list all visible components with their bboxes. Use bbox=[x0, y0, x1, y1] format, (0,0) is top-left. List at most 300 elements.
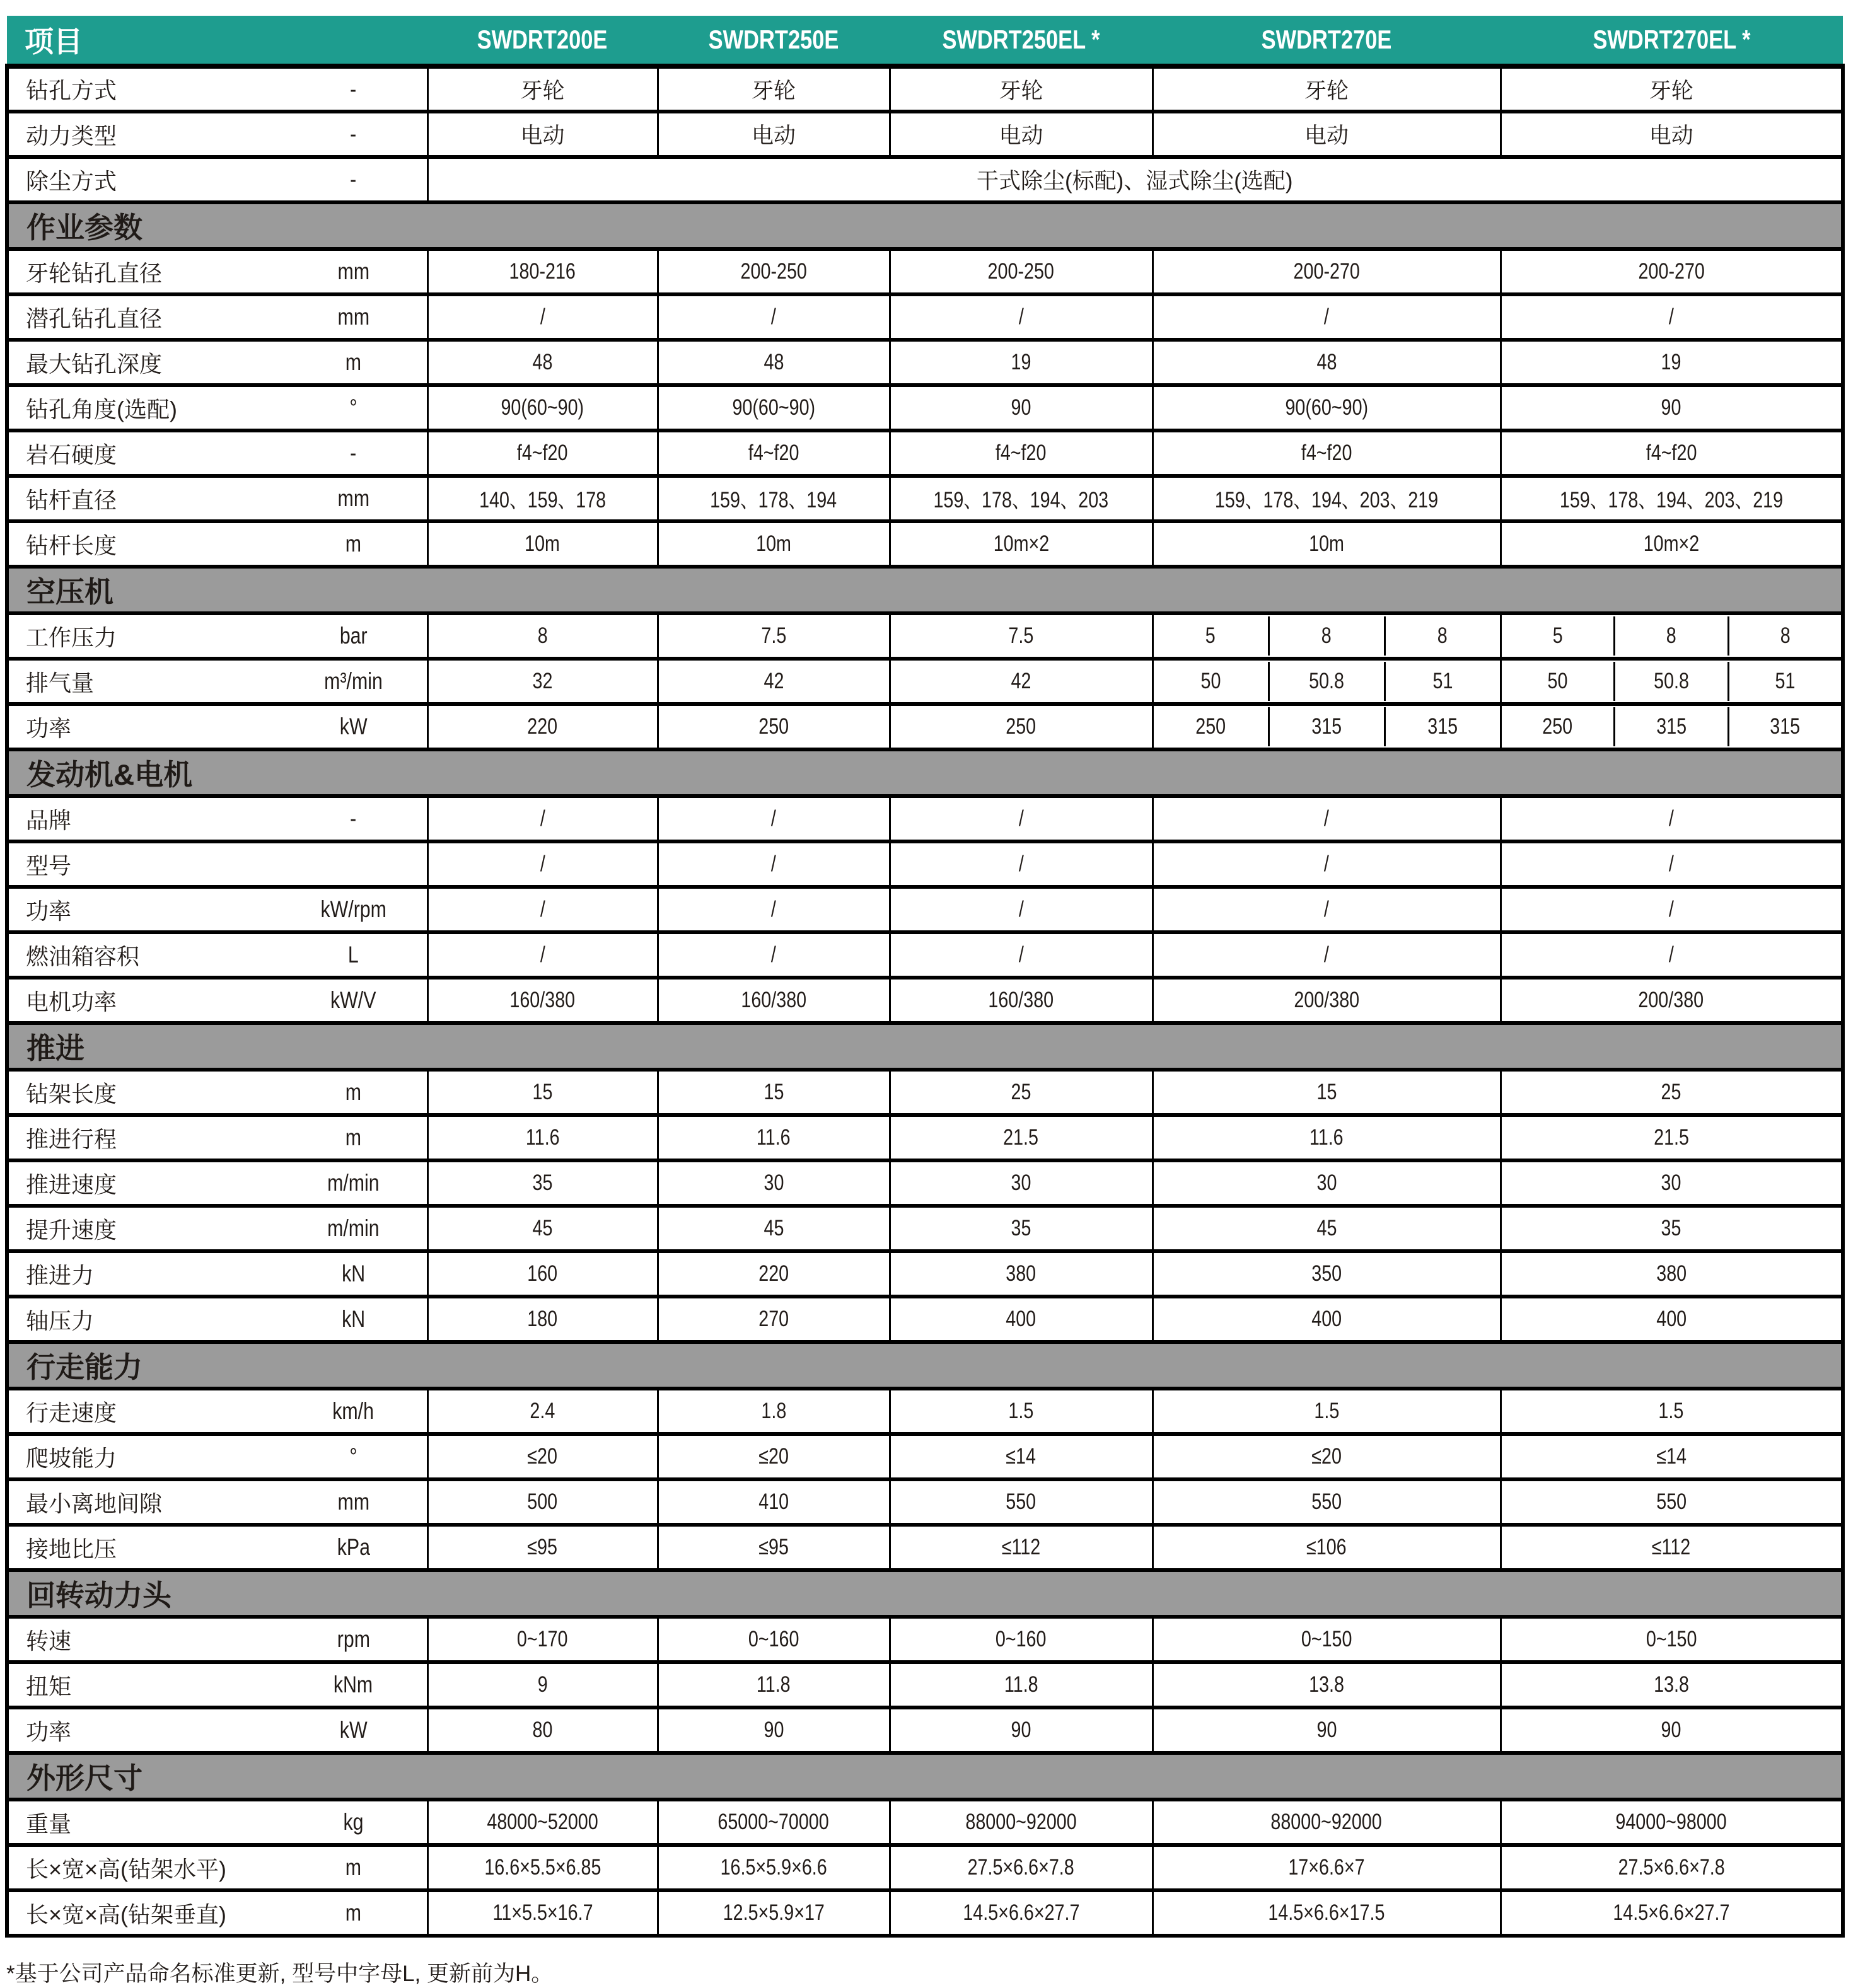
cell-value: / bbox=[540, 806, 545, 831]
row-unit-text: m/min bbox=[327, 1170, 380, 1196]
value-cell bbox=[1153, 1617, 1501, 1662]
value-cell bbox=[427, 1800, 658, 1845]
cell-value: ≤20 bbox=[1311, 1444, 1342, 1469]
footnote: *基于公司产品命名标准更新, 型号中字母L, 更新前为H。 bbox=[6, 1962, 554, 1986]
row-label-wrap bbox=[9, 1669, 426, 1701]
row-unit bbox=[281, 1398, 426, 1425]
cell-value: 牙轮 bbox=[751, 78, 796, 103]
row-label: 潜孔钻孔直径 bbox=[26, 305, 163, 332]
row-label: 重量 bbox=[26, 1810, 72, 1837]
section-title: 作业参数 bbox=[7, 202, 1843, 249]
row-label-cell bbox=[7, 1708, 427, 1753]
value-cell bbox=[1153, 294, 1501, 340]
row-label: 钻杆长度 bbox=[26, 532, 117, 558]
row-unit bbox=[281, 166, 426, 193]
model-name: SWDRT250EL * bbox=[942, 25, 1100, 54]
split-sub-cell bbox=[1384, 707, 1500, 746]
row-label-wrap bbox=[9, 347, 426, 379]
row-label-cell bbox=[7, 796, 427, 841]
value-cell bbox=[427, 1297, 658, 1342]
table-row bbox=[7, 66, 1843, 112]
row-label: 动力类型 bbox=[26, 122, 117, 149]
row-label-wrap bbox=[9, 1303, 426, 1336]
row-unit bbox=[281, 121, 426, 147]
row-label-cell bbox=[7, 1890, 427, 1936]
value-cell bbox=[1501, 1206, 1843, 1251]
row-label-cell bbox=[7, 249, 427, 294]
row-unit bbox=[281, 714, 426, 740]
value-cell bbox=[658, 521, 890, 567]
value-cell bbox=[890, 1890, 1153, 1936]
row-unit bbox=[281, 1626, 426, 1653]
value-cell bbox=[1501, 1115, 1843, 1160]
table-row bbox=[7, 1708, 1843, 1753]
cell-value: 51 bbox=[1432, 669, 1453, 693]
cell-value: / bbox=[1018, 897, 1024, 922]
cell-value: / bbox=[1018, 852, 1024, 876]
cell-value: 50 bbox=[1200, 669, 1221, 693]
row-unit bbox=[281, 668, 426, 695]
cell-value: 2.4 bbox=[530, 1399, 555, 1423]
row-unit bbox=[281, 942, 426, 968]
value-cell bbox=[658, 1434, 890, 1479]
cell-value: 270 bbox=[758, 1307, 789, 1331]
row-label: 燃油箱容积 bbox=[26, 943, 140, 969]
row-unit-text: m bbox=[345, 349, 362, 375]
row-unit-text: ° bbox=[349, 395, 357, 420]
value-cell bbox=[658, 1708, 890, 1753]
row-label-cell bbox=[7, 887, 427, 932]
value-cell bbox=[1153, 1708, 1501, 1753]
cell-value: / bbox=[771, 942, 776, 967]
cell-value: 200-270 bbox=[1638, 259, 1705, 284]
cell-value: 90 bbox=[1011, 395, 1031, 420]
split-sub-cell bbox=[1154, 707, 1268, 746]
row-unit-text: mm bbox=[337, 485, 369, 511]
value-cell bbox=[1501, 887, 1843, 932]
value-cell bbox=[1501, 112, 1843, 157]
section-header-row bbox=[7, 202, 1843, 249]
value-cell bbox=[890, 1479, 1153, 1525]
row-label-cell bbox=[7, 1160, 427, 1206]
cell-value: 5 bbox=[1205, 623, 1216, 648]
row-label-cell bbox=[7, 1525, 427, 1570]
row-label: 推进速度 bbox=[26, 1171, 117, 1198]
cell-value: 550 bbox=[1006, 1489, 1036, 1514]
row-unit-text: m³/min bbox=[324, 668, 383, 694]
row-unit-text: ° bbox=[349, 1443, 357, 1469]
value-cell bbox=[658, 704, 890, 749]
row-label: 推进行程 bbox=[26, 1126, 117, 1152]
cell-value: 11×5.5×16.7 bbox=[492, 1900, 593, 1925]
cell-value: 14.5×6.6×27.7 bbox=[1613, 1900, 1730, 1925]
split-wrap bbox=[1154, 662, 1500, 701]
cell-value: / bbox=[1324, 806, 1329, 831]
table-row bbox=[7, 157, 1843, 202]
value-cell bbox=[658, 1251, 890, 1297]
cell-value: 90 bbox=[1316, 1718, 1337, 1742]
value-cell bbox=[1153, 1479, 1501, 1525]
row-unit bbox=[281, 1306, 426, 1332]
section-header-row bbox=[7, 1023, 1843, 1070]
cell-value: 315 bbox=[1770, 714, 1801, 739]
row-unit-text: m bbox=[345, 1124, 362, 1150]
value-cell bbox=[890, 1070, 1153, 1115]
column-header-model bbox=[1153, 16, 1501, 66]
cell-value: 250 bbox=[1195, 714, 1226, 739]
row-label: 推进力 bbox=[26, 1262, 95, 1288]
row-label-cell bbox=[7, 476, 427, 521]
cell-value: 8 bbox=[537, 623, 548, 648]
value-cell bbox=[427, 613, 658, 659]
value-cell bbox=[890, 1662, 1153, 1708]
table-row bbox=[7, 112, 1843, 157]
row-unit-text: kW/rpm bbox=[320, 896, 386, 922]
cell-value: / bbox=[771, 806, 776, 831]
cell-value: 180-216 bbox=[509, 259, 576, 284]
cell-value: / bbox=[771, 304, 776, 329]
split-wrap bbox=[1502, 707, 1842, 746]
row-unit bbox=[281, 440, 426, 466]
row-unit-text: m bbox=[345, 1854, 362, 1880]
cell-value: 94000~98000 bbox=[1615, 1810, 1727, 1834]
cell-value: 90 bbox=[764, 1718, 784, 1742]
value-cell bbox=[890, 1206, 1153, 1251]
value-cell bbox=[427, 1479, 658, 1525]
cell-value: 45 bbox=[1316, 1216, 1337, 1240]
cell-value: 15 bbox=[764, 1080, 784, 1104]
cell-value: 250 bbox=[758, 714, 789, 739]
cell-value: 250 bbox=[1542, 714, 1573, 739]
value-cell bbox=[1501, 1297, 1843, 1342]
row-unit bbox=[281, 806, 426, 832]
split-sub-cell bbox=[1502, 707, 1614, 746]
split-sub-cell bbox=[1502, 662, 1614, 701]
value-cell bbox=[427, 340, 658, 385]
model-name: SWDRT250E bbox=[708, 25, 839, 54]
value-cell bbox=[1501, 1434, 1843, 1479]
cell-value: 400 bbox=[1311, 1307, 1342, 1331]
value-cell bbox=[427, 887, 658, 932]
cell-value: 45 bbox=[532, 1216, 553, 1240]
section-title: 行走能力 bbox=[7, 1342, 1843, 1389]
row-label-cell bbox=[7, 659, 427, 704]
cell-value: 200/380 bbox=[1638, 988, 1704, 1012]
cell-value: 315 bbox=[1656, 714, 1687, 739]
value-cell bbox=[1501, 1708, 1843, 1753]
value-cell bbox=[427, 476, 658, 521]
cell-value: 10m bbox=[525, 531, 560, 556]
row-label-cell bbox=[7, 1115, 427, 1160]
section-header-row bbox=[7, 567, 1843, 613]
value-cell bbox=[1501, 431, 1843, 476]
row-label: 牙轮钻孔直径 bbox=[26, 260, 163, 286]
cell-value: 90(60~90) bbox=[1285, 395, 1368, 420]
row-label: 钻杆直径 bbox=[26, 487, 117, 513]
section-header-row bbox=[7, 1570, 1843, 1617]
row-label-wrap bbox=[9, 1213, 426, 1245]
cell-value: 50 bbox=[1547, 669, 1568, 693]
cell-value: 电动 bbox=[999, 124, 1043, 148]
cell-value: 16.5×5.9×6.6 bbox=[720, 1855, 827, 1880]
split-value-cell bbox=[1153, 704, 1501, 749]
row-label: 钻孔角度(选配) bbox=[26, 396, 177, 422]
value-cell bbox=[1153, 1070, 1501, 1115]
split-sub-cell bbox=[1613, 662, 1727, 701]
value-cell bbox=[658, 249, 890, 294]
row-label-wrap bbox=[9, 483, 426, 515]
row-unit-text: - bbox=[350, 121, 357, 147]
value-cell bbox=[1501, 1160, 1843, 1206]
cell-value: 200-250 bbox=[987, 259, 1055, 284]
row-label-wrap bbox=[9, 256, 426, 288]
value-cell bbox=[890, 112, 1153, 157]
cell-value: 25 bbox=[1011, 1080, 1031, 1104]
column-header-model bbox=[427, 16, 658, 66]
cell-value: ≤112 bbox=[1001, 1535, 1041, 1559]
value-cell bbox=[1153, 1389, 1501, 1434]
split-wrap bbox=[1154, 707, 1500, 746]
row-unit bbox=[281, 304, 426, 330]
split-sub-cell bbox=[1268, 616, 1384, 656]
cell-value: f4~f20 bbox=[517, 441, 568, 465]
row-label-cell bbox=[7, 932, 427, 978]
value-cell bbox=[1153, 1206, 1501, 1251]
value-cell bbox=[658, 340, 890, 385]
row-label-wrap bbox=[9, 666, 426, 698]
cell-value: 350 bbox=[1311, 1261, 1342, 1286]
cell-value: 9 bbox=[537, 1672, 548, 1697]
table-row bbox=[7, 704, 1843, 749]
cell-value: 19 bbox=[1661, 350, 1681, 374]
value-cell bbox=[890, 932, 1153, 978]
value-cell bbox=[427, 66, 658, 112]
value-cell bbox=[427, 796, 658, 841]
row-unit-text: L bbox=[348, 942, 359, 968]
cell-value: 159、178、194、203、219 bbox=[1559, 488, 1783, 512]
row-label-cell bbox=[7, 431, 427, 476]
section-title: 推进 bbox=[7, 1023, 1843, 1070]
value-cell bbox=[1501, 932, 1843, 978]
value-cell bbox=[890, 66, 1153, 112]
row-unit bbox=[281, 1261, 426, 1287]
row-unit-text: - bbox=[350, 806, 357, 831]
cell-value: 14.5×6.6×17.5 bbox=[1268, 1900, 1385, 1925]
value-cell bbox=[1501, 841, 1843, 887]
value-cell bbox=[427, 1206, 658, 1251]
row-label-wrap bbox=[9, 848, 426, 881]
merged-value-cell bbox=[427, 157, 1843, 202]
row-unit bbox=[281, 349, 426, 376]
cell-value: ≤95 bbox=[527, 1535, 558, 1559]
row-label-wrap bbox=[9, 1122, 426, 1154]
value-cell bbox=[1153, 249, 1501, 294]
value-cell bbox=[890, 1617, 1153, 1662]
value-cell bbox=[1501, 476, 1843, 521]
value-cell bbox=[658, 476, 890, 521]
table-row bbox=[7, 1479, 1843, 1525]
value-cell bbox=[890, 1434, 1153, 1479]
cell-value: 90(60~90) bbox=[732, 395, 815, 420]
row-label: 提升速度 bbox=[26, 1216, 117, 1243]
split-sub-cell bbox=[1727, 616, 1842, 656]
cell-value: 88000~92000 bbox=[1270, 1810, 1383, 1834]
value-cell bbox=[1501, 1845, 1843, 1890]
section-title: 外形尺寸 bbox=[7, 1753, 1843, 1800]
row-label-cell bbox=[7, 294, 427, 340]
cell-value: 42 bbox=[1011, 669, 1031, 693]
row-unit-text: - bbox=[350, 440, 357, 466]
cell-value: ≤20 bbox=[758, 1444, 789, 1469]
spec-table bbox=[5, 16, 1845, 1938]
cell-value: / bbox=[1018, 806, 1024, 831]
value-cell bbox=[890, 887, 1153, 932]
value-cell bbox=[658, 1160, 890, 1206]
value-cell bbox=[658, 66, 890, 112]
section-title: 发动机&电机 bbox=[7, 749, 1843, 796]
cell-value: 10m×2 bbox=[993, 531, 1049, 556]
row-label-wrap bbox=[9, 1806, 426, 1839]
value-cell bbox=[658, 1890, 890, 1936]
cell-value: 200-270 bbox=[1293, 259, 1360, 284]
cell-value: 550 bbox=[1656, 1489, 1687, 1514]
value-cell bbox=[890, 1160, 1153, 1206]
value-cell bbox=[658, 1525, 890, 1570]
value-cell bbox=[427, 1251, 658, 1297]
cell-value: / bbox=[540, 852, 545, 876]
cell-value: 35 bbox=[532, 1170, 553, 1195]
cell-value: 7.5 bbox=[1008, 623, 1034, 648]
row-label-cell bbox=[7, 978, 427, 1023]
split-wrap bbox=[1502, 662, 1842, 701]
value-cell bbox=[890, 1297, 1153, 1342]
model-name: SWDRT200E bbox=[477, 25, 608, 54]
value-cell bbox=[427, 704, 658, 749]
cell-value: 牙轮 bbox=[520, 78, 565, 103]
cell-value: 15 bbox=[532, 1080, 553, 1104]
row-label-cell bbox=[7, 1206, 427, 1251]
table-row bbox=[7, 385, 1843, 431]
row-label-wrap bbox=[9, 1396, 426, 1428]
row-label-cell bbox=[7, 340, 427, 385]
row-label: 长×宽×高(钻架垂直) bbox=[26, 1901, 227, 1927]
split-wrap bbox=[1154, 616, 1500, 656]
cell-value: 11.6 bbox=[757, 1125, 791, 1150]
row-label: 排气量 bbox=[26, 669, 95, 696]
cell-value: 13.8 bbox=[1653, 1672, 1689, 1697]
row-label-wrap bbox=[9, 1258, 426, 1290]
cell-value: 1.5 bbox=[1314, 1399, 1339, 1423]
cell-value: 11.6 bbox=[525, 1125, 560, 1150]
row-unit bbox=[281, 1900, 426, 1926]
value-cell bbox=[890, 1525, 1153, 1570]
value-cell bbox=[658, 431, 890, 476]
value-cell bbox=[658, 1206, 890, 1251]
row-label-cell bbox=[7, 1251, 427, 1297]
cell-value: 160/380 bbox=[988, 988, 1054, 1012]
cell-value: 干式除尘(标配)、湿式除尘(选配) bbox=[976, 169, 1293, 194]
cell-value: 35 bbox=[1011, 1216, 1031, 1240]
row-unit-text: kN bbox=[341, 1306, 366, 1332]
table-row bbox=[7, 1297, 1843, 1342]
table-row bbox=[7, 796, 1843, 841]
value-cell bbox=[890, 249, 1153, 294]
value-cell bbox=[658, 1115, 890, 1160]
value-cell bbox=[890, 385, 1153, 431]
value-cell bbox=[1501, 1617, 1843, 1662]
section-title: 空压机 bbox=[7, 567, 1843, 613]
section-header-row bbox=[7, 1753, 1843, 1800]
row-unit-text: m bbox=[345, 531, 362, 557]
value-cell bbox=[1501, 66, 1843, 112]
cell-value: 30 bbox=[1011, 1170, 1031, 1195]
cell-value: 27.5×6.6×7.8 bbox=[967, 1855, 1075, 1880]
row-unit-text: km/h bbox=[332, 1398, 375, 1424]
cell-value: 7.5 bbox=[761, 623, 786, 648]
cell-value: ≤106 bbox=[1306, 1535, 1347, 1559]
cell-value: 50.8 bbox=[1653, 669, 1689, 693]
value-cell bbox=[658, 887, 890, 932]
value-cell bbox=[427, 932, 658, 978]
value-cell bbox=[427, 978, 658, 1023]
cell-value: 410 bbox=[758, 1489, 789, 1514]
cell-value: 159、178、194、203、219 bbox=[1214, 488, 1439, 512]
row-unit bbox=[281, 1672, 426, 1698]
column-header-item: 项目 bbox=[7, 16, 427, 66]
value-cell bbox=[427, 294, 658, 340]
row-unit bbox=[281, 1717, 426, 1743]
value-cell bbox=[1153, 431, 1501, 476]
section-header-row bbox=[7, 749, 1843, 796]
row-unit-text: - bbox=[350, 166, 357, 192]
row-label: 功率 bbox=[26, 1718, 72, 1745]
row-label-cell bbox=[7, 1662, 427, 1708]
row-label: 型号 bbox=[26, 852, 72, 879]
value-cell bbox=[658, 1389, 890, 1434]
model-name: SWDRT270E bbox=[1261, 25, 1392, 54]
value-cell bbox=[890, 613, 1153, 659]
cell-value: / bbox=[1668, 806, 1674, 831]
row-label-wrap bbox=[9, 301, 426, 333]
row-unit-text: m/min bbox=[327, 1215, 380, 1241]
row-label: 轴压力 bbox=[26, 1307, 95, 1334]
row-unit-text: m bbox=[345, 1900, 362, 1926]
split-value-cell bbox=[1153, 659, 1501, 704]
split-wrap bbox=[1502, 616, 1842, 656]
table-row bbox=[7, 1070, 1843, 1115]
row-unit-text: mm bbox=[337, 258, 369, 284]
row-label: 最小离地间隙 bbox=[26, 1490, 163, 1517]
section-title: 回转动力头 bbox=[7, 1570, 1843, 1617]
row-unit bbox=[281, 987, 426, 1014]
cell-value: 32 bbox=[532, 669, 553, 693]
row-unit bbox=[281, 1215, 426, 1242]
cell-value: 5 bbox=[1552, 623, 1563, 648]
split-value-cell bbox=[1501, 613, 1843, 659]
cell-value: 90 bbox=[1661, 1718, 1681, 1742]
cell-value: 电动 bbox=[1304, 124, 1349, 148]
cell-value: 牙轮 bbox=[999, 78, 1043, 103]
value-cell bbox=[890, 1845, 1153, 1890]
value-cell bbox=[1501, 521, 1843, 567]
row-label: 最大钻孔深度 bbox=[26, 350, 163, 377]
value-cell bbox=[658, 1297, 890, 1342]
cell-value: 10m×2 bbox=[1643, 531, 1700, 556]
cell-value: 42 bbox=[764, 669, 784, 693]
value-cell bbox=[427, 249, 658, 294]
value-cell bbox=[1153, 1434, 1501, 1479]
table-row bbox=[7, 1525, 1843, 1570]
